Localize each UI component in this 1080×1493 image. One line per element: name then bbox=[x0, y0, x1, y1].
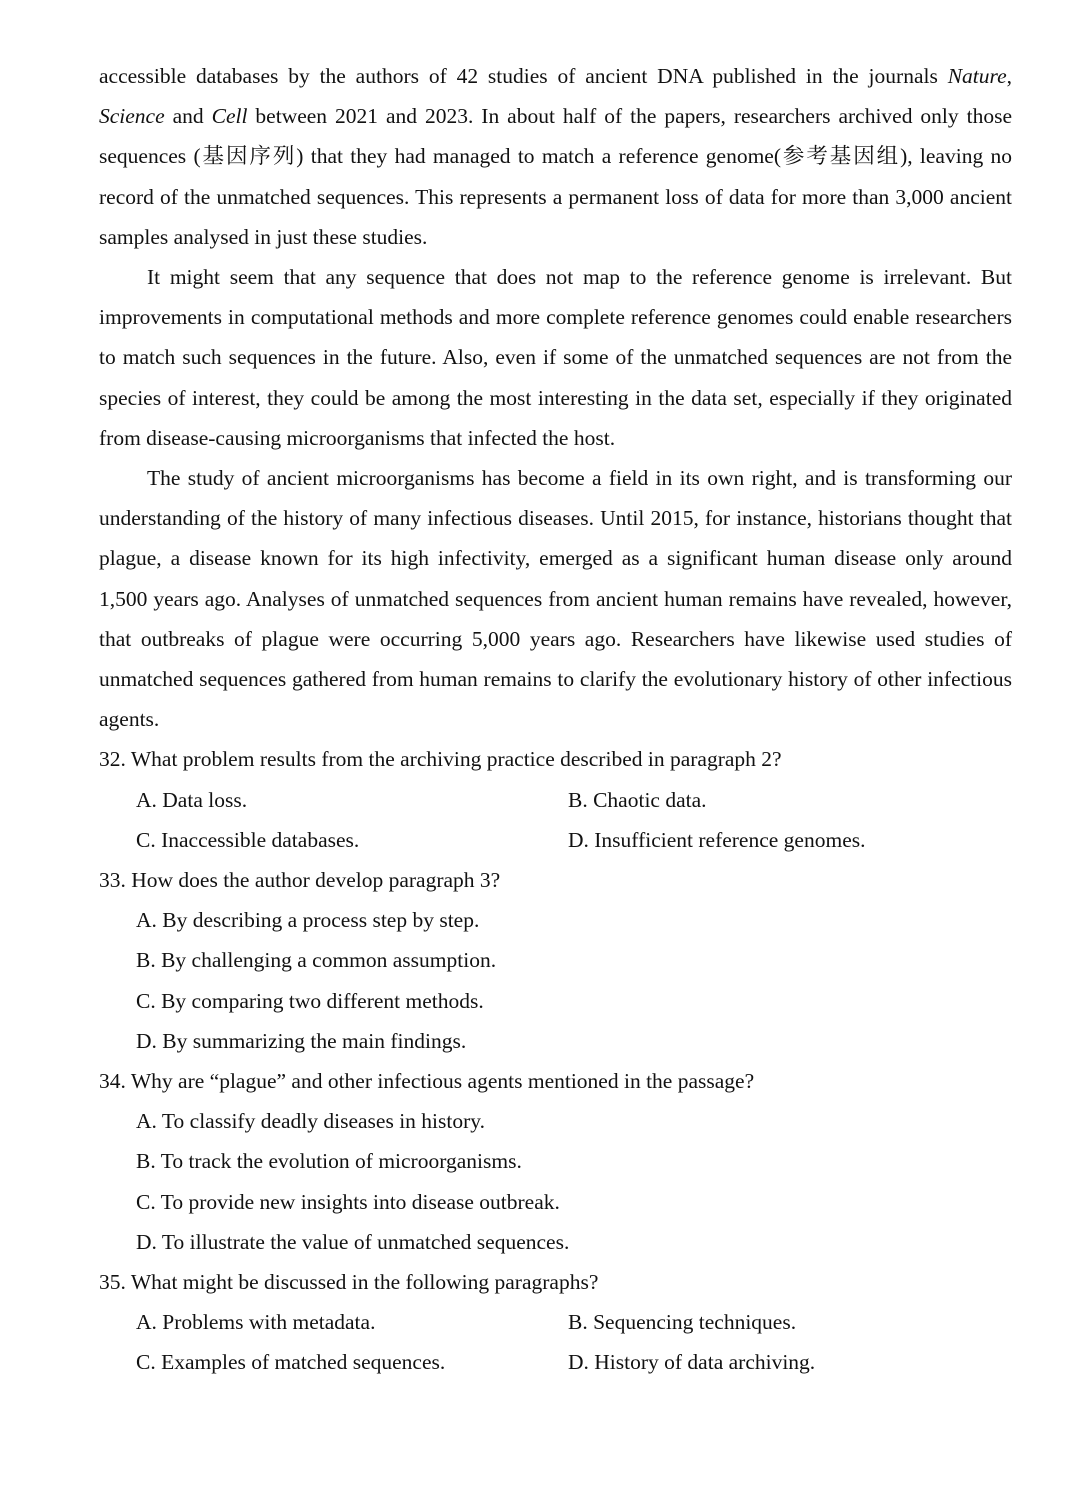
option-c: C. Examples of matched sequences. bbox=[136, 1350, 446, 1375]
passage-paragraph-3: The study of ancient microorganisms has become a field in its own right, and is transforming our understanding of the history of many infectious diseases. Until 2015, for instance, historians thought that plague, a disease known for its high infectivity, emerged as a significant human disease only around 1,500 years ago. Analyses of unmatched sequences from ancient human remains have revealed, however, that outbreaks of plague were occurring 5,000 years ago. Researchers have likewise used studies of unmatched sequences gathered from human remains to clarify the evolutionary history of other infectious agents. bbox=[99, 466, 1012, 732]
option-a: A. By describing a process step by step. bbox=[136, 908, 480, 933]
separator: , bbox=[1006, 64, 1012, 88]
question-33 bbox=[99, 860, 1012, 1061]
option-d: D. To illustrate the value of unmatched sequences. bbox=[136, 1229, 570, 1254]
option-a: A. Data loss. bbox=[136, 787, 248, 812]
option-list bbox=[99, 1101, 1012, 1262]
exam-page bbox=[99, 56, 1012, 1382]
option-d: D. Insufficient reference genomes. bbox=[568, 827, 866, 852]
question-stem: 33. How does the author develop paragraph 3? bbox=[99, 868, 501, 893]
journal-name: Nature bbox=[947, 64, 1007, 88]
option-b: B. By challenging a common assumption. bbox=[136, 948, 497, 973]
option-a: A. To classify deadly diseases in history. bbox=[136, 1109, 486, 1134]
option-list bbox=[99, 900, 1012, 1061]
option-d: D. History of data archiving. bbox=[568, 1350, 816, 1375]
question-32 bbox=[99, 739, 1012, 860]
option-c: C. To provide new insights into disease outbreak. bbox=[136, 1189, 560, 1214]
passage-paragraph-2: It might seem that any sequence that does not map to the reference genome is irrelevant. But improvements in computational methods and more complete reference genomes could enable researchers to match such sequences in the future. Also, even if some of the unmatched sequences are not from the species of interest, they could be among the most interesting in the data set, especially if they originated from disease-causing microorganisms that infected the host. bbox=[99, 265, 1012, 450]
separator: and bbox=[164, 104, 212, 129]
question-stem: 35. What might be discussed in the following paragraphs? bbox=[99, 1269, 599, 1294]
option-c: C. By comparing two different methods. bbox=[136, 988, 484, 1013]
journal-name: Cell bbox=[211, 104, 248, 129]
question-stem: 34. Why are “plague” and other infectious agents mentioned in the passage? bbox=[99, 1068, 755, 1093]
journal-name: Science bbox=[99, 104, 165, 129]
passage-paragraph-1 bbox=[99, 56, 1012, 257]
paragraph-1-text-start: accessible databases by the authors of 42 studies of ancient DNA published in the journals bbox=[99, 64, 948, 88]
option-b: B. Chaotic data. bbox=[568, 787, 707, 812]
option-b: B. To track the evolution of microorganisms. bbox=[136, 1149, 522, 1174]
option-c: C. Inaccessible databases. bbox=[136, 827, 360, 852]
option-list bbox=[99, 1302, 1012, 1382]
question-34 bbox=[99, 1061, 1012, 1262]
option-b: B. Sequencing techniques. bbox=[568, 1310, 797, 1335]
question-35 bbox=[99, 1262, 1012, 1383]
option-list bbox=[99, 780, 1012, 860]
question-stem: 32. What problem results from the archiving practice described in paragraph 2? bbox=[99, 747, 782, 772]
paragraph-1-text-end: between 2021 and 2023. In about half of the papers, researchers archived only those sequences (基因序列) that they had managed to match a reference genome(参考基因组), leaving no record of the unmatched sequences. This represents a permanent loss of data for more than 3,000 ancient samples analysed in just these studies. bbox=[99, 104, 1012, 249]
option-d: D. By summarizing the main findings. bbox=[136, 1028, 467, 1053]
option-a: A. Problems with metadata. bbox=[136, 1310, 376, 1335]
